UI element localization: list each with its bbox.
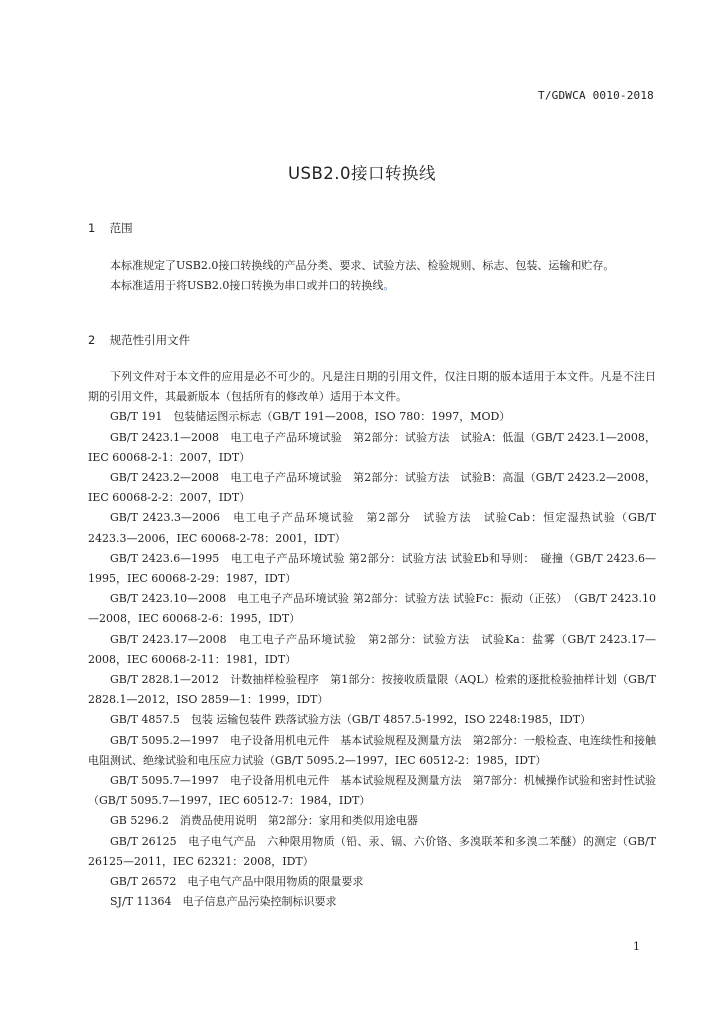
scope-paragraph: 本标准规定了USB2.0接口转换线的产品分类、要求、试验方法、检验规则、标志、包装、运输和贮存。 [110,259,615,272]
document-title: USB2.0接口转换线 [287,164,437,183]
reference-item: GB/T 26125 电子电气产品 六种限用物质（铅、汞、镉、六价铬、多溴联苯和多溴二苯醚）的测定（GB/T 26125—2011，IEC 62321：2008，IDT） [88,834,656,868]
reference-item: GB/T 2423.2—2008 电工电子产品环境试验 第2部分：试验方法 试验B：高温（GB/T 2423.2—2008，IEC 60068-2-2：2007，IDT） [88,471,656,505]
reference-item: GB/T 2423.6—1995 电工电子产品环境试验 第2部分：试验方法 试验Eb和导则： 碰撞（GB/T 2423.6—1995，IEC 60068-2-29：1987，IDT） [88,551,656,586]
reference-item: GB/T 2828.1—2012 计数抽样检验程序 第1部分：按接收质量限（AQL）检索的逐批检验抽样计划（GB/T 2828.1—2012，ISO 2859—1：1999，IDT） [88,673,656,707]
reference-item: GB/T 5095.2—1997 电子设备用机电元件 基本试验规程及测量方法 第2部分：一般检查、电连续性和接触电阻测试、绝缘试验和电压应力试验（GB/T 5095.2—1997，IEC 60512-2：1985，IDT） [88,733,656,767]
reference-item: GB/T 2423.1—2008 电工电子产品环境试验 第2部分：试验方法 试验A：低温（GB/T 2423.1—2008，IEC 60068-2-1：2007，IDT） [88,430,656,464]
section-title: 规范性引用文件 [109,333,191,347]
section-heading-normative-references [88,332,190,348]
normative-references-body [88,367,656,912]
reference-item: GB/T 2423.3—2006 电工电子产品环境试验 第2部分 试验方法 试验Cab：恒定湿热试验（GB/T 2423.3—2006，IEC 60068-2-78：2001，IDT） [88,511,656,545]
page-number: 1 [633,940,640,953]
reference-item: GB/T 2423.10—2008 电工电子产品环境试验 第2部分：试验方法 试验Fc：振动（正弦） （GB/T 2423.10—2008，IEC 60068-2-6：1995，IDT） [88,592,656,626]
reference-item: GB/T 26572 电子电气产品中限用物质的限量要求 [110,875,364,889]
reference-item: GB/T 4857.5 包装 运输包装件 跌落试验方法（GB/T 4857.5-1992，ISO 2248:1985，IDT） [110,713,592,727]
scope-paragraph-text: 本标准适用于将USB2.0接口转换为串口或并口的转换线 [110,279,384,293]
standard-code: T/GDWCA 0010-2018 [538,89,654,102]
section-number: 2 [88,333,96,347]
scope-body [88,256,656,296]
reference-item: GB/T 191 包装储运图示标志（GB/T 191—2008，ISO 780：1997，MOD） [110,410,511,424]
section-number: 1 [88,221,96,235]
scope-paragraph [88,276,656,296]
references-intro: 下列文件对于本文件的应用是必不可少的。凡是注日期的引用文件，仅注日期的版本适用于本文件。凡是不注日期的引用文件，其最新版本（包括所有的修改单）适用于本文件。 [88,370,656,404]
scope-paragraph-period: 。 [383,279,395,293]
section-title: 范围 [109,221,133,235]
reference-item: GB/T 2423.17—2008 电工电子产品环境试验 第2部分：试验方法 试验Ka：盐雾（GB/T 2423.17—2008，IEC 60068-2-11：1981，IDT） [88,632,656,666]
reference-item: SJ/T 11364 电子信息产品污染控制标识要求 [110,895,337,909]
reference-item: GB 5296.2 消费品使用说明 第2部分：家用和类似用途电器 [110,814,418,828]
section-heading-scope [88,220,133,236]
reference-item: GB/T 5095.7—1997 电子设备用机电元件 基本试验规程及测量方法 第7部分：机械操作试验和密封性试验（GB/T 5095.7—1997，IEC 60512-7：1984，IDT） [88,774,656,808]
